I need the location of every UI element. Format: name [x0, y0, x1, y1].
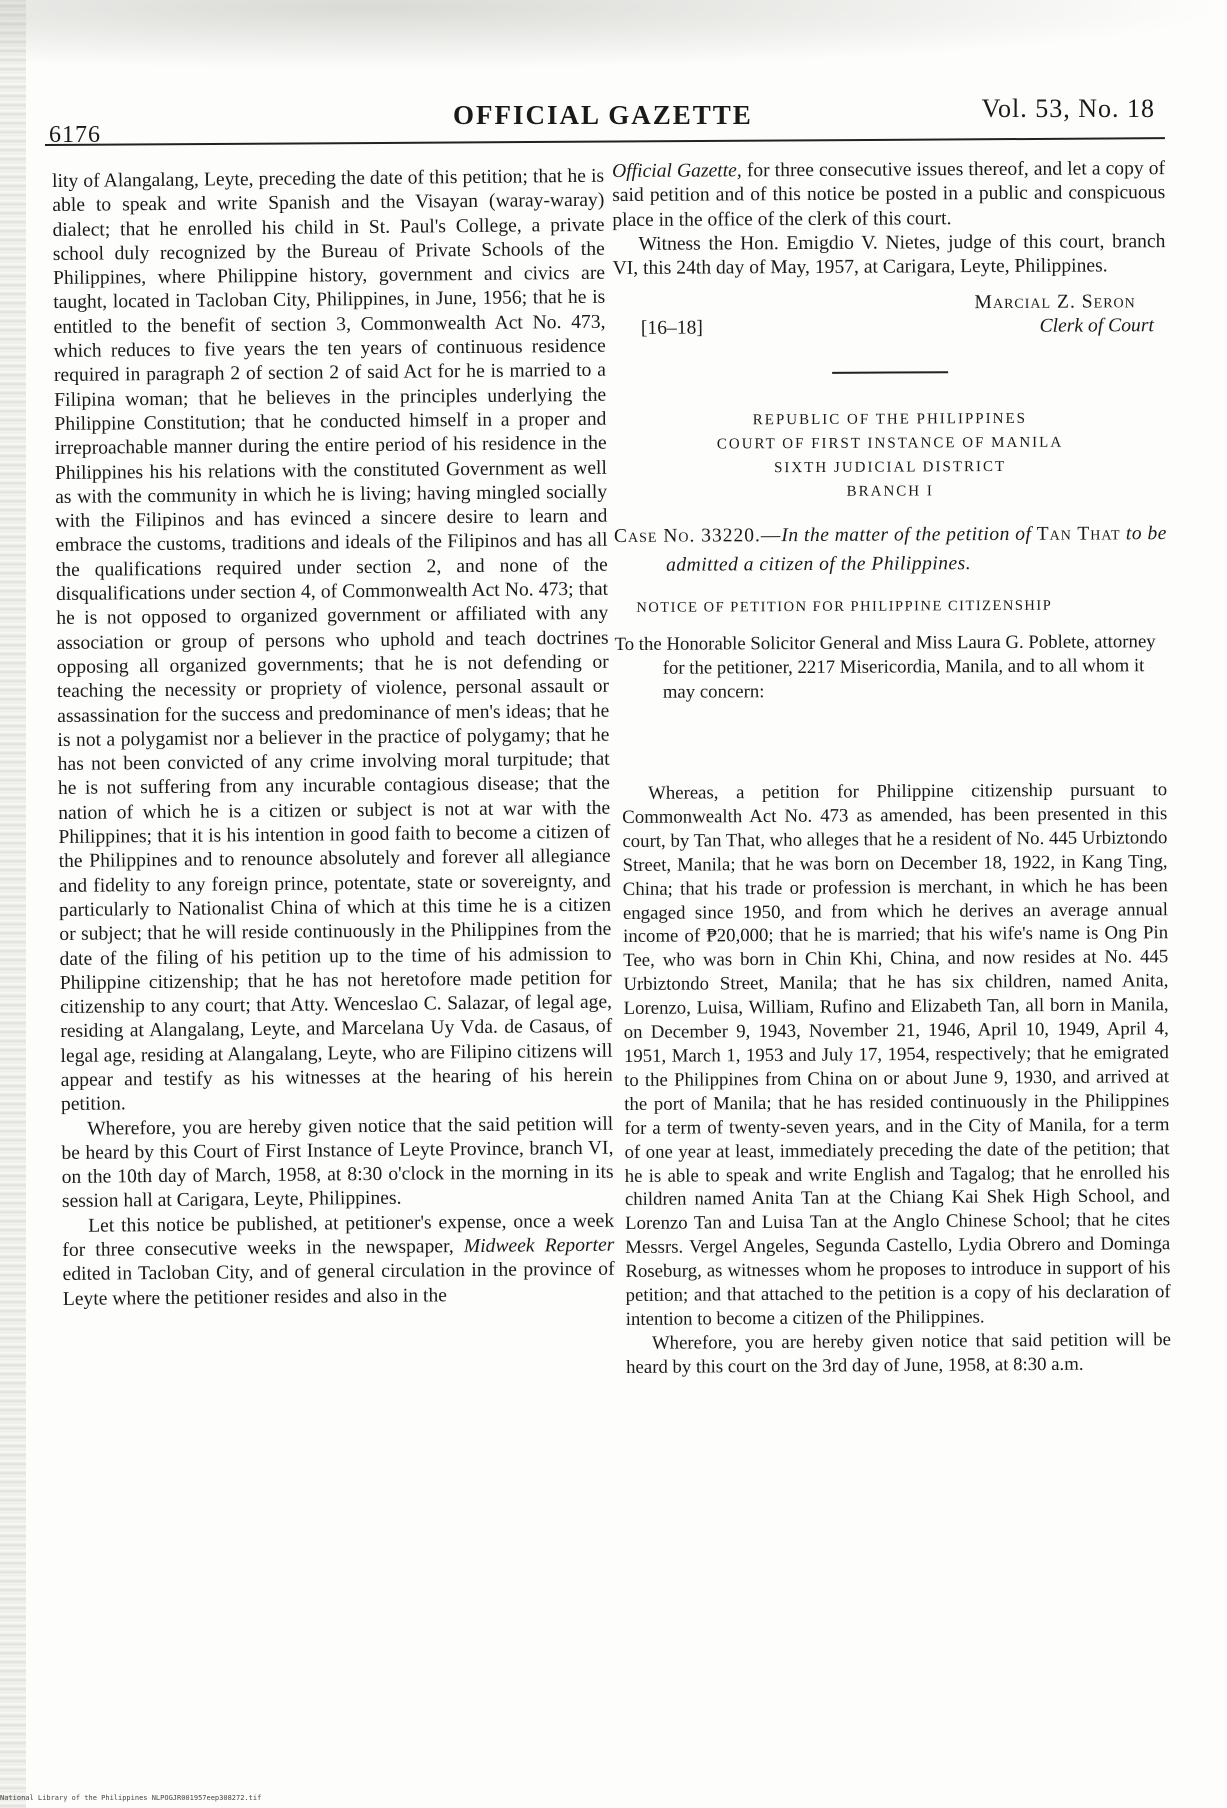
court-heading-court: COURT OF FIRST INSTANCE OF MANILA — [716, 435, 1064, 453]
right-column — [612, 157, 1168, 705]
hearing-notice-paragraph: Wherefore, you are hereby given notice that the said petition will be heard by this Court of First Instance of Leyte Province, branch VI, on the 10th day of March, 1958, at 8:30 o'clock in the morning in its session hall at Carigara, Leyte, Philippines. — [61, 1113, 614, 1213]
publication-continuation — [612, 157, 1165, 233]
signature-block — [613, 289, 1166, 352]
addressee-block: To the Honorable Solicitor General and Miss Laura G. Poblete, attorney for the petitioner, 2217 Misericordia, Manila, and to all whom it may concern: — [614, 630, 1156, 703]
newspaper-name: Midweek Reporter — [463, 1234, 615, 1258]
case-caption — [614, 521, 1167, 581]
left-column — [52, 165, 615, 1312]
scan-footer: National Library of the Philippines NLPOGJR001957eep308272.tif — [0, 1794, 262, 1802]
court-heading-branch: BRANCH I — [846, 483, 934, 501]
section-divider — [832, 372, 948, 375]
continuation-text: for three consecutive issues thereof, and let a copy of said petition and of this notice be posted in a public and conspicuous place in the office of the clerk of this court. — [612, 158, 1166, 231]
case-title-end: to be admitted a citizen of the Philippines. — [666, 523, 1167, 576]
scan-top-artifact — [0, 0, 1227, 70]
petition-allegations-paragraph: lity of Alangalang, Leyte, preceding the date of this petition; that he is able to speak and write Spanish and the Visayan (waray-waray) dialect; that he enrolled his child in St. Paul's College, a private school duly recognized by the Bureau of Private Schools of the Philippines, where Philippine history, government and civics are taught, located in Tacloban City, Philippines, in June, 1956; that he is entitled to the benefit of section 3, Commonwealth Act No. 473, which reduces to five years the ten years of continuous residence required in paragraph 2 of section 2 of said Act for he is married to a Filipina woman; that he believes in the principles underlying the Philippine Constitution; that he conducted himself in a proper and irreproachable manner during the entire period of his residence in the Philippines his his relations with the constituted Government as well as with the community in which he is living; having mingled socially with the Filipinos and has evinced a sincere desire to learn and embrace the customs, traditions and ideals of the Filipinos and has all the qualifications required under section 2, and none of the disqualifications under section 4, of Commonwealth Act No. 473; that he is not opposed to organized government or affiliated with any association or group of persons who uphold and teach doctrines opposing all organized governments; that he is not defending or teaching the necessity or propriety of violence, personal assault or assassination for the success and predominance of men's ideas; that he is not a polygamist nor a believer in the practice of polygamy; that he has not been convicted of any crime involving moral turpitude; that he is not suffering from any incurable contagious disease; that the nation of which he is a citizen or subject is not at war with the Philippines; that it is his intention in good faith to become a citizen of the Philippines and to renounce absolutely and forever all allegiance and fidelity to any foreign prince, potentate, state or sovereignty, and particularly to Nationalist China of which at this time he is a citizen or subject; that he will reside continuously in the Philippines from the date of the filing of his petition up to the time of his admission to Philippine citizenship; that he has not heretofore made petition for citizenship to any court; that Atty. Wenceslao C. Salazar, of legal age, residing at Alangalang, Leyte, and Marcelana Uy Vda. de Casaus, of legal age, residing at Alangalang, Leyte, who are Filipino citizens will appear and testify as his witnesses at the hearing of his herein petition. — [52, 165, 613, 1116]
page-header — [45, 88, 1165, 150]
publication-title: OFFICIAL GAZETTE — [453, 100, 753, 130]
issue-reference: [16–18] — [640, 318, 703, 340]
petition-details — [622, 778, 1171, 1379]
clerk-name: Marcial Z. Seron — [974, 291, 1136, 314]
court-heading — [613, 407, 1166, 506]
case-number: Case No. 33220.— — [613, 525, 782, 548]
volume-number: Vol. 53, No. 18 — [981, 94, 1155, 123]
whereas-paragraph: Whereas, a petition for Philippine citizenship pursuant to Commonwealth Act No. 473 as amended, has been presented in this court, by Tan That, who alleges that he a resident of No. 445 Urbiztondo Street, Manila; that he was born on December 18, 1922, in Kang Ting, China; that his trade or profession is merchant, in which he has been engaged since 1950, and from which he derives an average annual income of ₱20,000; that he is married; that his wife's name is Ong Pin Tee, who was born in Chin Khi, China, and now resides at No. 445 Urbiztondo Street, Manila; that he has six children, named Anita, Lorenzo, Luisa, William, Rufino and Elizabeth Tan, all born in Manila, on December 9, 1943, November 21, 1946, April 10, 1949, April 4, 1951, March 1, 1953 and July 17, 1954, respectively; that he emigrated to the Philippines from China on or about June 9, 1930, and arrived at the port of Manila; that he has resided continuously in the Philippines for a term of twenty-seven years, and in the City of Manila, for a term of one year at least, immediately preceding the date of the petition; that he is able to speak and write English and Tagalog; that he enrolled his children named Anita Tan at the Chiang Kai Shek High School, and Lorenzo Tan and Luisa Tan at the Anglo Chinese School; that he cites Messrs. Vergel Angeles, Segunda Castello, Lydia Obrero and Dominga Roseburg, as witnesses whom he proposes to introduce in support of his petition; and that attached to the petition is a copy of his declaration of intention to become a citizen of the Philippines. — [622, 779, 1171, 1330]
publication-order-paragraph — [62, 1209, 615, 1311]
witness-paragraph: Witness the Hon. Emigdio V. Nietes, judge of this court, branch VI, this 24th day of May, 1957, at Carigara, Leyte, Philippines. — [612, 230, 1166, 280]
official-gazette-reference: Official Gazette, — [612, 160, 742, 182]
clerk-title: Clerk of Court — [1039, 315, 1154, 338]
page-number: 6176 — [49, 122, 101, 148]
hearing-date-paragraph: Wherefore, you are hereby given notice that said petition will be heard by this court on the 3rd day of June, 1958, at 8:30 a.m. — [626, 1329, 1171, 1378]
notice-heading: NOTICE OF PETITION FOR PHILIPPINE CITIZENSHIP — [636, 598, 1053, 617]
scan-edge-artifact — [0, 0, 26, 1808]
header-rule — [45, 137, 1165, 146]
publication-order-start: Let this notice be published, at petitioner's expense, once a week for three consecutive weeks in the newspaper, — [62, 1210, 615, 1262]
court-heading-district: SIXTH JUDICIAL DISTRICT — [774, 459, 1007, 477]
petitioner-name: Tan That — [1036, 523, 1121, 546]
publication-order-end: edited in Tacloban City, and of general circulation in the province of Leyte where the petitioner resides and also in the — [62, 1259, 615, 1310]
court-heading-republic: REPUBLIC OF THE PHILIPPINES — [752, 411, 1027, 429]
case-title-start: In the matter of the petition of — [781, 524, 1037, 547]
